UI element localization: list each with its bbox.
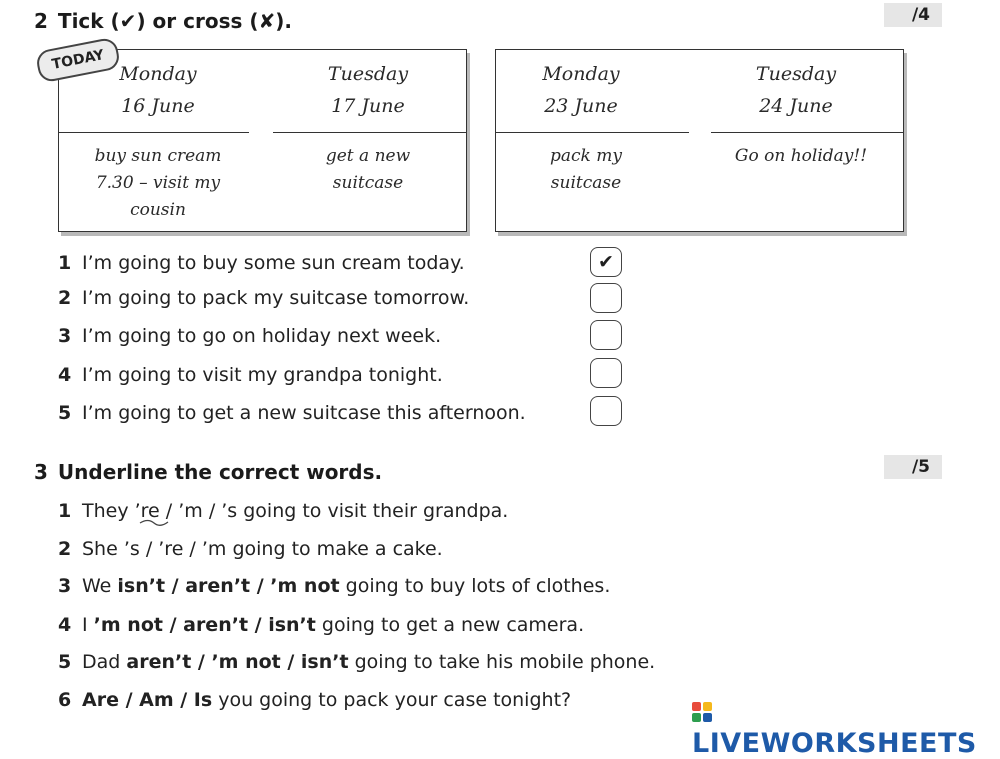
item-text-after: going to visit their grandpa. xyxy=(237,500,509,522)
section-2-instruction: Tick (✔) or cross (✘). xyxy=(57,9,292,33)
calendar-note-line: pack my xyxy=(550,146,622,166)
calendar-day-3 xyxy=(701,58,891,122)
section-2-score: /4 xyxy=(884,3,942,27)
section-3-score: /5 xyxy=(884,455,942,479)
tick-item-1 xyxy=(58,252,465,274)
calendar-card-week-2 xyxy=(495,49,904,232)
item-text: I’m going to get a new suitcase this afternoon. xyxy=(82,402,526,424)
calendar-note-line: suitcase xyxy=(550,173,622,193)
underline-item-1 xyxy=(58,500,508,522)
item-text-before: They xyxy=(82,500,135,522)
item-number: 2 xyxy=(58,287,72,309)
underline-item-3 xyxy=(58,575,610,597)
item-number: 4 xyxy=(58,614,72,636)
underline-item-5 xyxy=(58,651,655,673)
underline-item-6 xyxy=(58,689,571,711)
calendar-day-2 xyxy=(486,58,676,122)
item-text-before: Dad xyxy=(82,651,127,673)
tick-item-5 xyxy=(58,402,526,424)
word-choices[interactable]: Are / Am / Is xyxy=(82,689,213,711)
section-2-title xyxy=(34,9,292,33)
section-3-instruction: Underline the correct words. xyxy=(57,460,383,484)
calendar-note-line: Go on holiday!! xyxy=(734,146,868,166)
item-number: 5 xyxy=(58,402,72,424)
underline-mark xyxy=(138,516,170,528)
calendar-day-date: 17 June xyxy=(331,95,405,117)
calendar-day-date: 16 June xyxy=(121,95,195,117)
calendar-divider xyxy=(496,132,689,133)
word-choices[interactable]: aren’t / ’m not / isn’t xyxy=(126,651,349,673)
section-2-number: 2 xyxy=(34,9,48,33)
today-badge: TODAY xyxy=(35,36,122,83)
word-choices[interactable]: ’s / ’re / ’m xyxy=(123,538,227,560)
answer-box-5[interactable] xyxy=(590,396,622,426)
answer-box-2[interactable] xyxy=(590,283,622,313)
item-text-after: you going to pack your case tonight? xyxy=(212,689,572,711)
calendar-divider xyxy=(273,132,466,133)
calendar-note-line: 7.30 – visit my xyxy=(95,173,221,193)
calendar-note-line: suitcase xyxy=(332,173,404,193)
item-text-after: going to buy lots of clothes. xyxy=(339,575,611,597)
item-text: I’m going to pack my suitcase tomorrow. xyxy=(82,287,470,309)
item-text: I’m going to visit my grandpa tonight. xyxy=(82,364,443,386)
calendar-note-3 xyxy=(706,143,896,170)
word-choices[interactable]: ’re / ’m / ’s xyxy=(134,500,238,522)
calendar-day-name: Tuesday xyxy=(327,63,409,85)
item-text-before: We xyxy=(82,575,118,597)
item-number: 5 xyxy=(58,651,72,673)
calendar-day-name: Monday xyxy=(119,63,197,85)
item-number: 3 xyxy=(58,325,72,347)
liveworksheets-logo[interactable] xyxy=(692,696,1000,759)
item-text-after: going to take his mobile phone. xyxy=(348,651,656,673)
underline-item-4 xyxy=(58,614,584,636)
item-text-after: going to get a new camera. xyxy=(315,614,585,636)
item-number: 2 xyxy=(58,538,72,560)
item-text-after: going to make a cake. xyxy=(226,538,443,560)
calendar-divider xyxy=(59,132,249,133)
item-text: I’m going to buy some sun cream today. xyxy=(82,252,465,274)
item-number: 6 xyxy=(58,689,72,711)
calendar-divider xyxy=(711,132,903,133)
word-choices[interactable]: ’m not / aren’t / isn’t xyxy=(93,614,316,636)
calendar-day-name: Tuesday xyxy=(755,63,837,85)
calendar-note-line: buy sun cream xyxy=(94,146,222,166)
calendar-day-name: Monday xyxy=(542,63,620,85)
item-number: 1 xyxy=(58,500,72,522)
tick-item-4 xyxy=(58,364,443,386)
calendar-day-date: 23 June xyxy=(544,95,618,117)
calendar-note-0 xyxy=(63,143,253,224)
item-number: 4 xyxy=(58,364,72,386)
calendar-note-line: cousin xyxy=(130,200,186,220)
underline-item-2 xyxy=(58,538,443,560)
calendar-note-2 xyxy=(491,143,681,197)
tick-item-3 xyxy=(58,325,441,347)
answer-box-3[interactable] xyxy=(590,320,622,350)
tick-item-2 xyxy=(58,287,469,309)
liveworksheets-logo-icon xyxy=(692,702,714,724)
answer-box-4[interactable] xyxy=(590,358,622,388)
item-number: 1 xyxy=(58,252,72,274)
item-text-before: I xyxy=(82,614,94,636)
item-text-before: She xyxy=(82,538,124,560)
calendar-note-line: get a new xyxy=(325,146,411,166)
liveworksheets-logo-text: LIVEWORKSHEETS xyxy=(692,728,977,759)
item-text: I’m going to go on holiday next week. xyxy=(82,325,442,347)
item-number: 3 xyxy=(58,575,72,597)
calendar-day-date: 24 June xyxy=(759,95,833,117)
calendar-note-1 xyxy=(273,143,463,197)
calendar-card-week-1 xyxy=(58,49,467,232)
section-3-number: 3 xyxy=(34,460,48,484)
word-choices[interactable]: isn’t / aren’t / ’m not xyxy=(117,575,340,597)
answer-box-1[interactable]: ✔ xyxy=(590,247,622,277)
section-3-title xyxy=(34,460,382,484)
calendar-day-1 xyxy=(273,58,463,122)
